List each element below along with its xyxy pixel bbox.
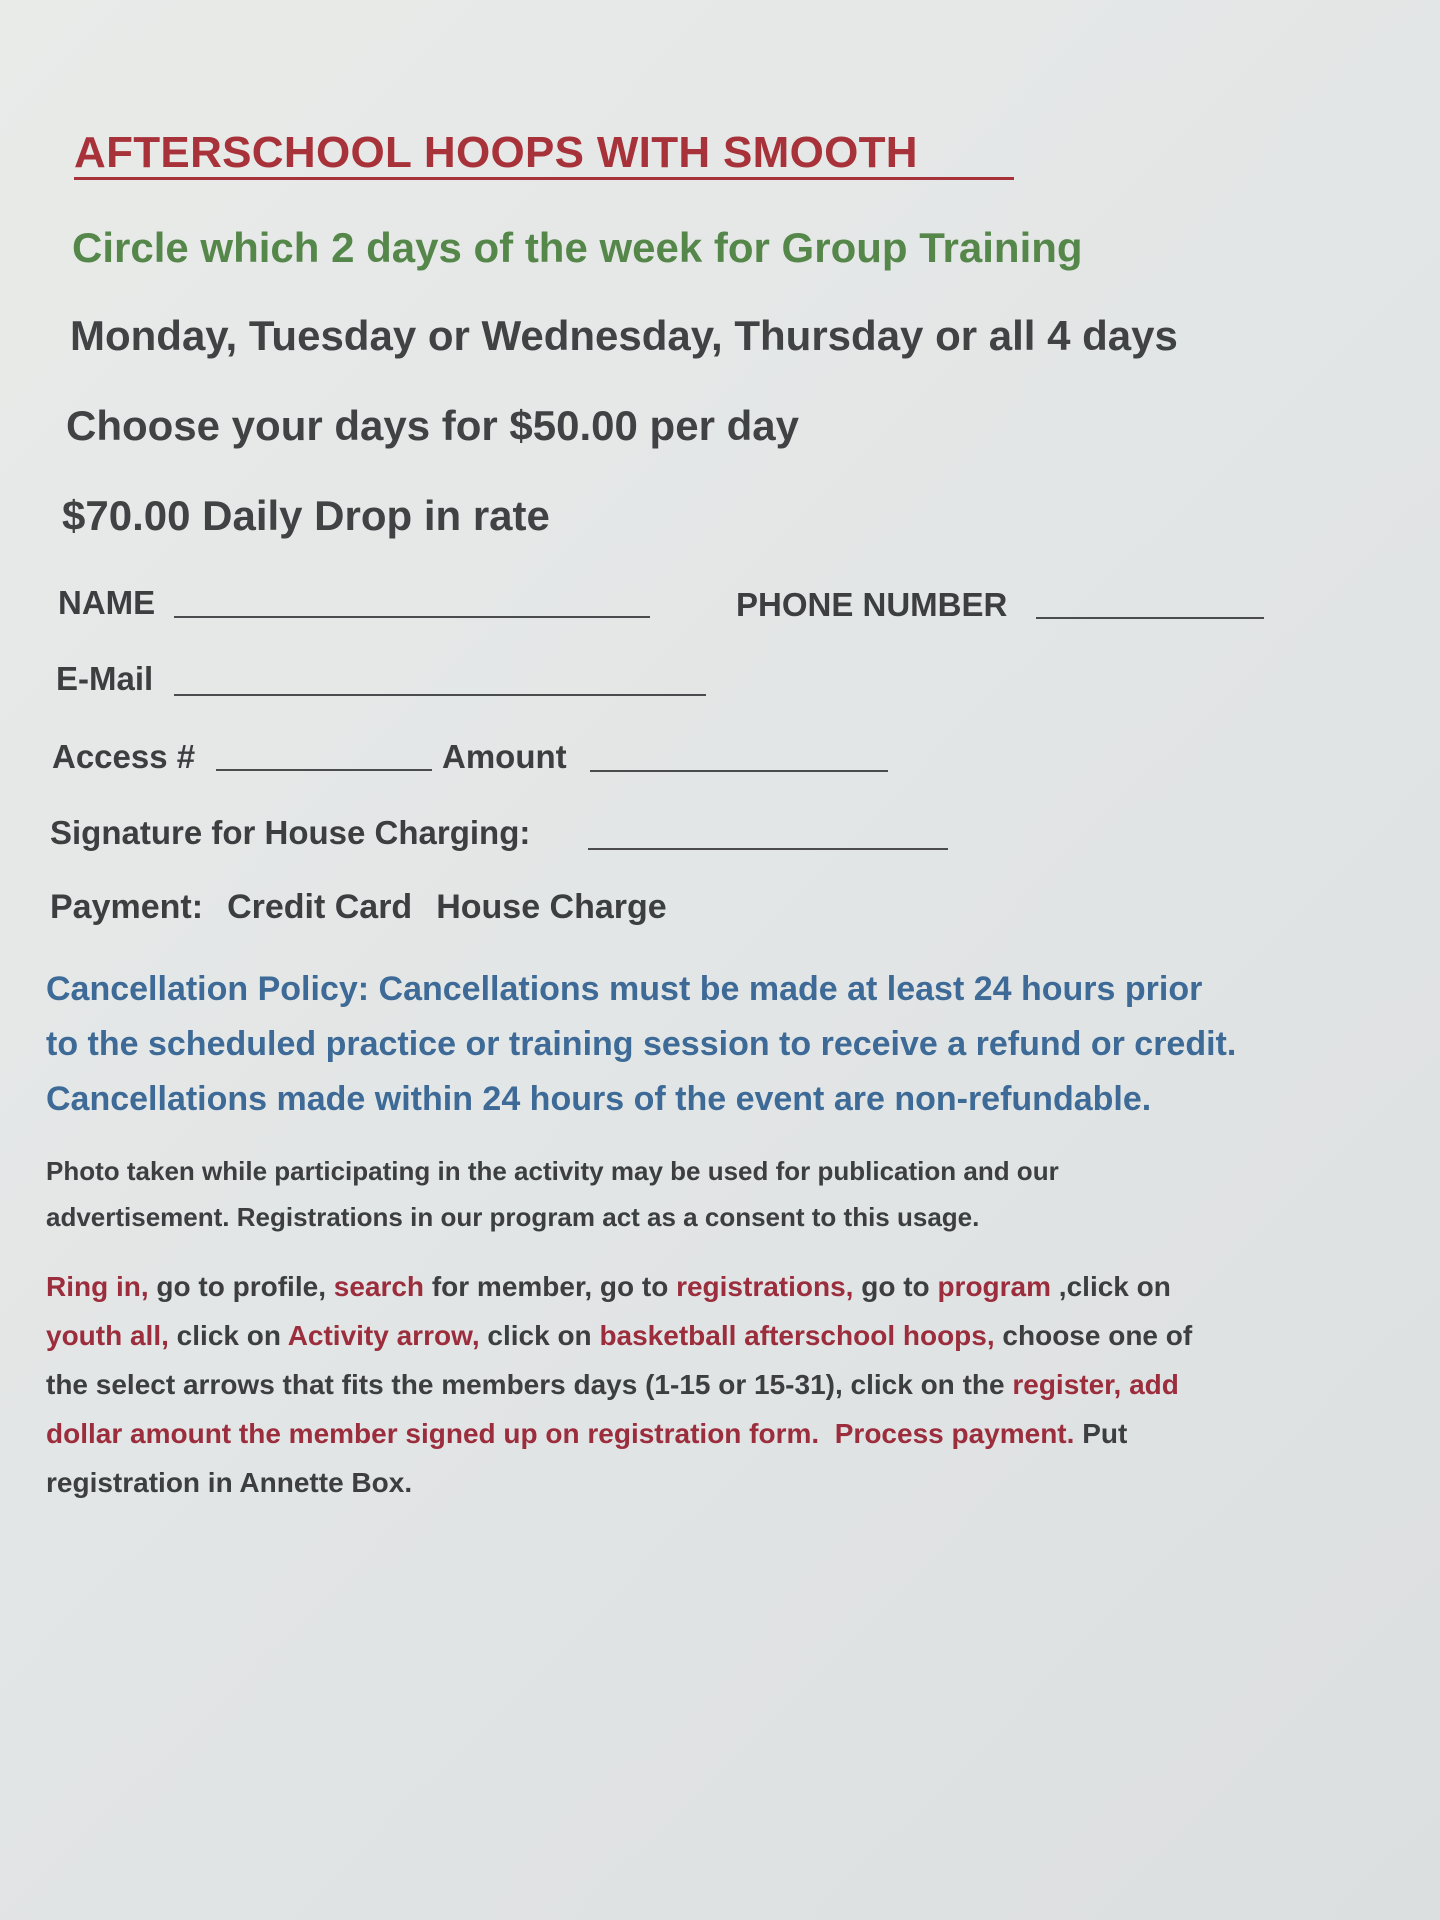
instruction-text: go to profile, (148, 1271, 334, 1302)
signature-label: Signature for House Charging: (50, 814, 531, 851)
amount-field[interactable] (590, 770, 888, 772)
instruction-line (46, 1311, 1386, 1360)
group-training-instruction: Circle which 2 days of the week for Group Training (72, 224, 1083, 271)
instruction-text: choose one of (994, 1320, 1193, 1351)
name-field[interactable] (174, 616, 650, 618)
policy-line: to the scheduled practice or training session to receive a refund or credit. (46, 1025, 1237, 1063)
staff-instructions (46, 1262, 1386, 1507)
payment-option-credit-card[interactable]: Credit Card (227, 888, 413, 926)
email-label: E-Mail (56, 660, 154, 697)
instruction-highlight: program (937, 1271, 1052, 1302)
title-underline (74, 177, 1014, 180)
instruction-highlight: basketball afterschool hoops, (599, 1320, 995, 1351)
phone-label: PHONE NUMBER (736, 586, 1008, 623)
days-options: Monday, Tuesday or Wednesday, Thursday or all 4 days (70, 312, 1178, 359)
email-field[interactable] (174, 694, 706, 696)
instruction-line (46, 1409, 1386, 1458)
instruction-text: click on (168, 1320, 288, 1351)
phone-field[interactable] (1036, 617, 1264, 619)
instruction-text: the select arrows that fits the members days (1-15 or 15-31), click on the (46, 1369, 1013, 1400)
instruction-line (46, 1458, 1386, 1507)
instruction-highlight: Activity arrow, (287, 1320, 480, 1351)
instruction-text: Put (1074, 1418, 1128, 1449)
photo-consent-notice (46, 1148, 1246, 1240)
instruction-highlight: registrations, (676, 1271, 854, 1302)
payment-label: Payment: (50, 888, 204, 926)
instruction-highlight: Ring in, (46, 1271, 149, 1302)
photo-line: advertisement. Registrations in our program act as a consent to this usage. (46, 1202, 980, 1232)
instruction-line (46, 1262, 1386, 1311)
instruction-highlight: search (333, 1271, 425, 1302)
instruction-text: for member, go to (424, 1271, 677, 1302)
policy-line: Cancellations made within 24 hours of the event are non-refundable. (46, 1080, 1152, 1118)
payment-row (50, 888, 691, 927)
instruction-text: click on (479, 1320, 600, 1351)
instruction-line (46, 1360, 1386, 1409)
name-label: NAME (58, 584, 156, 621)
access-label: Access # (52, 738, 196, 775)
instruction-text: go to (853, 1271, 938, 1302)
access-field[interactable] (216, 769, 432, 771)
cancellation-policy (46, 962, 1386, 1127)
amount-label: Amount (442, 738, 567, 775)
form-title: AFTERSCHOOL HOOPS WITH SMOOTH (74, 128, 918, 177)
signature-field[interactable] (588, 848, 948, 850)
payment-option-house-charge[interactable]: House Charge (436, 888, 667, 926)
per-day-price: Choose your days for $50.00 per day (66, 402, 799, 449)
policy-line: Cancellation Policy: Cancellations must be made at least 24 hours prior (46, 970, 1203, 1008)
instruction-highlight: register, add (1012, 1369, 1179, 1400)
instruction-highlight: dollar amount the member signed up on registration form. Process payment. (46, 1418, 1075, 1449)
photo-line: Photo taken while participating in the activity may be used for publication and our (46, 1156, 1059, 1186)
instruction-highlight: youth all, (46, 1320, 169, 1351)
drop-in-rate: $70.00 Daily Drop in rate (62, 492, 550, 539)
instruction-text: registration in Annette Box. (46, 1467, 413, 1498)
instruction-text: ,click on (1051, 1271, 1171, 1302)
